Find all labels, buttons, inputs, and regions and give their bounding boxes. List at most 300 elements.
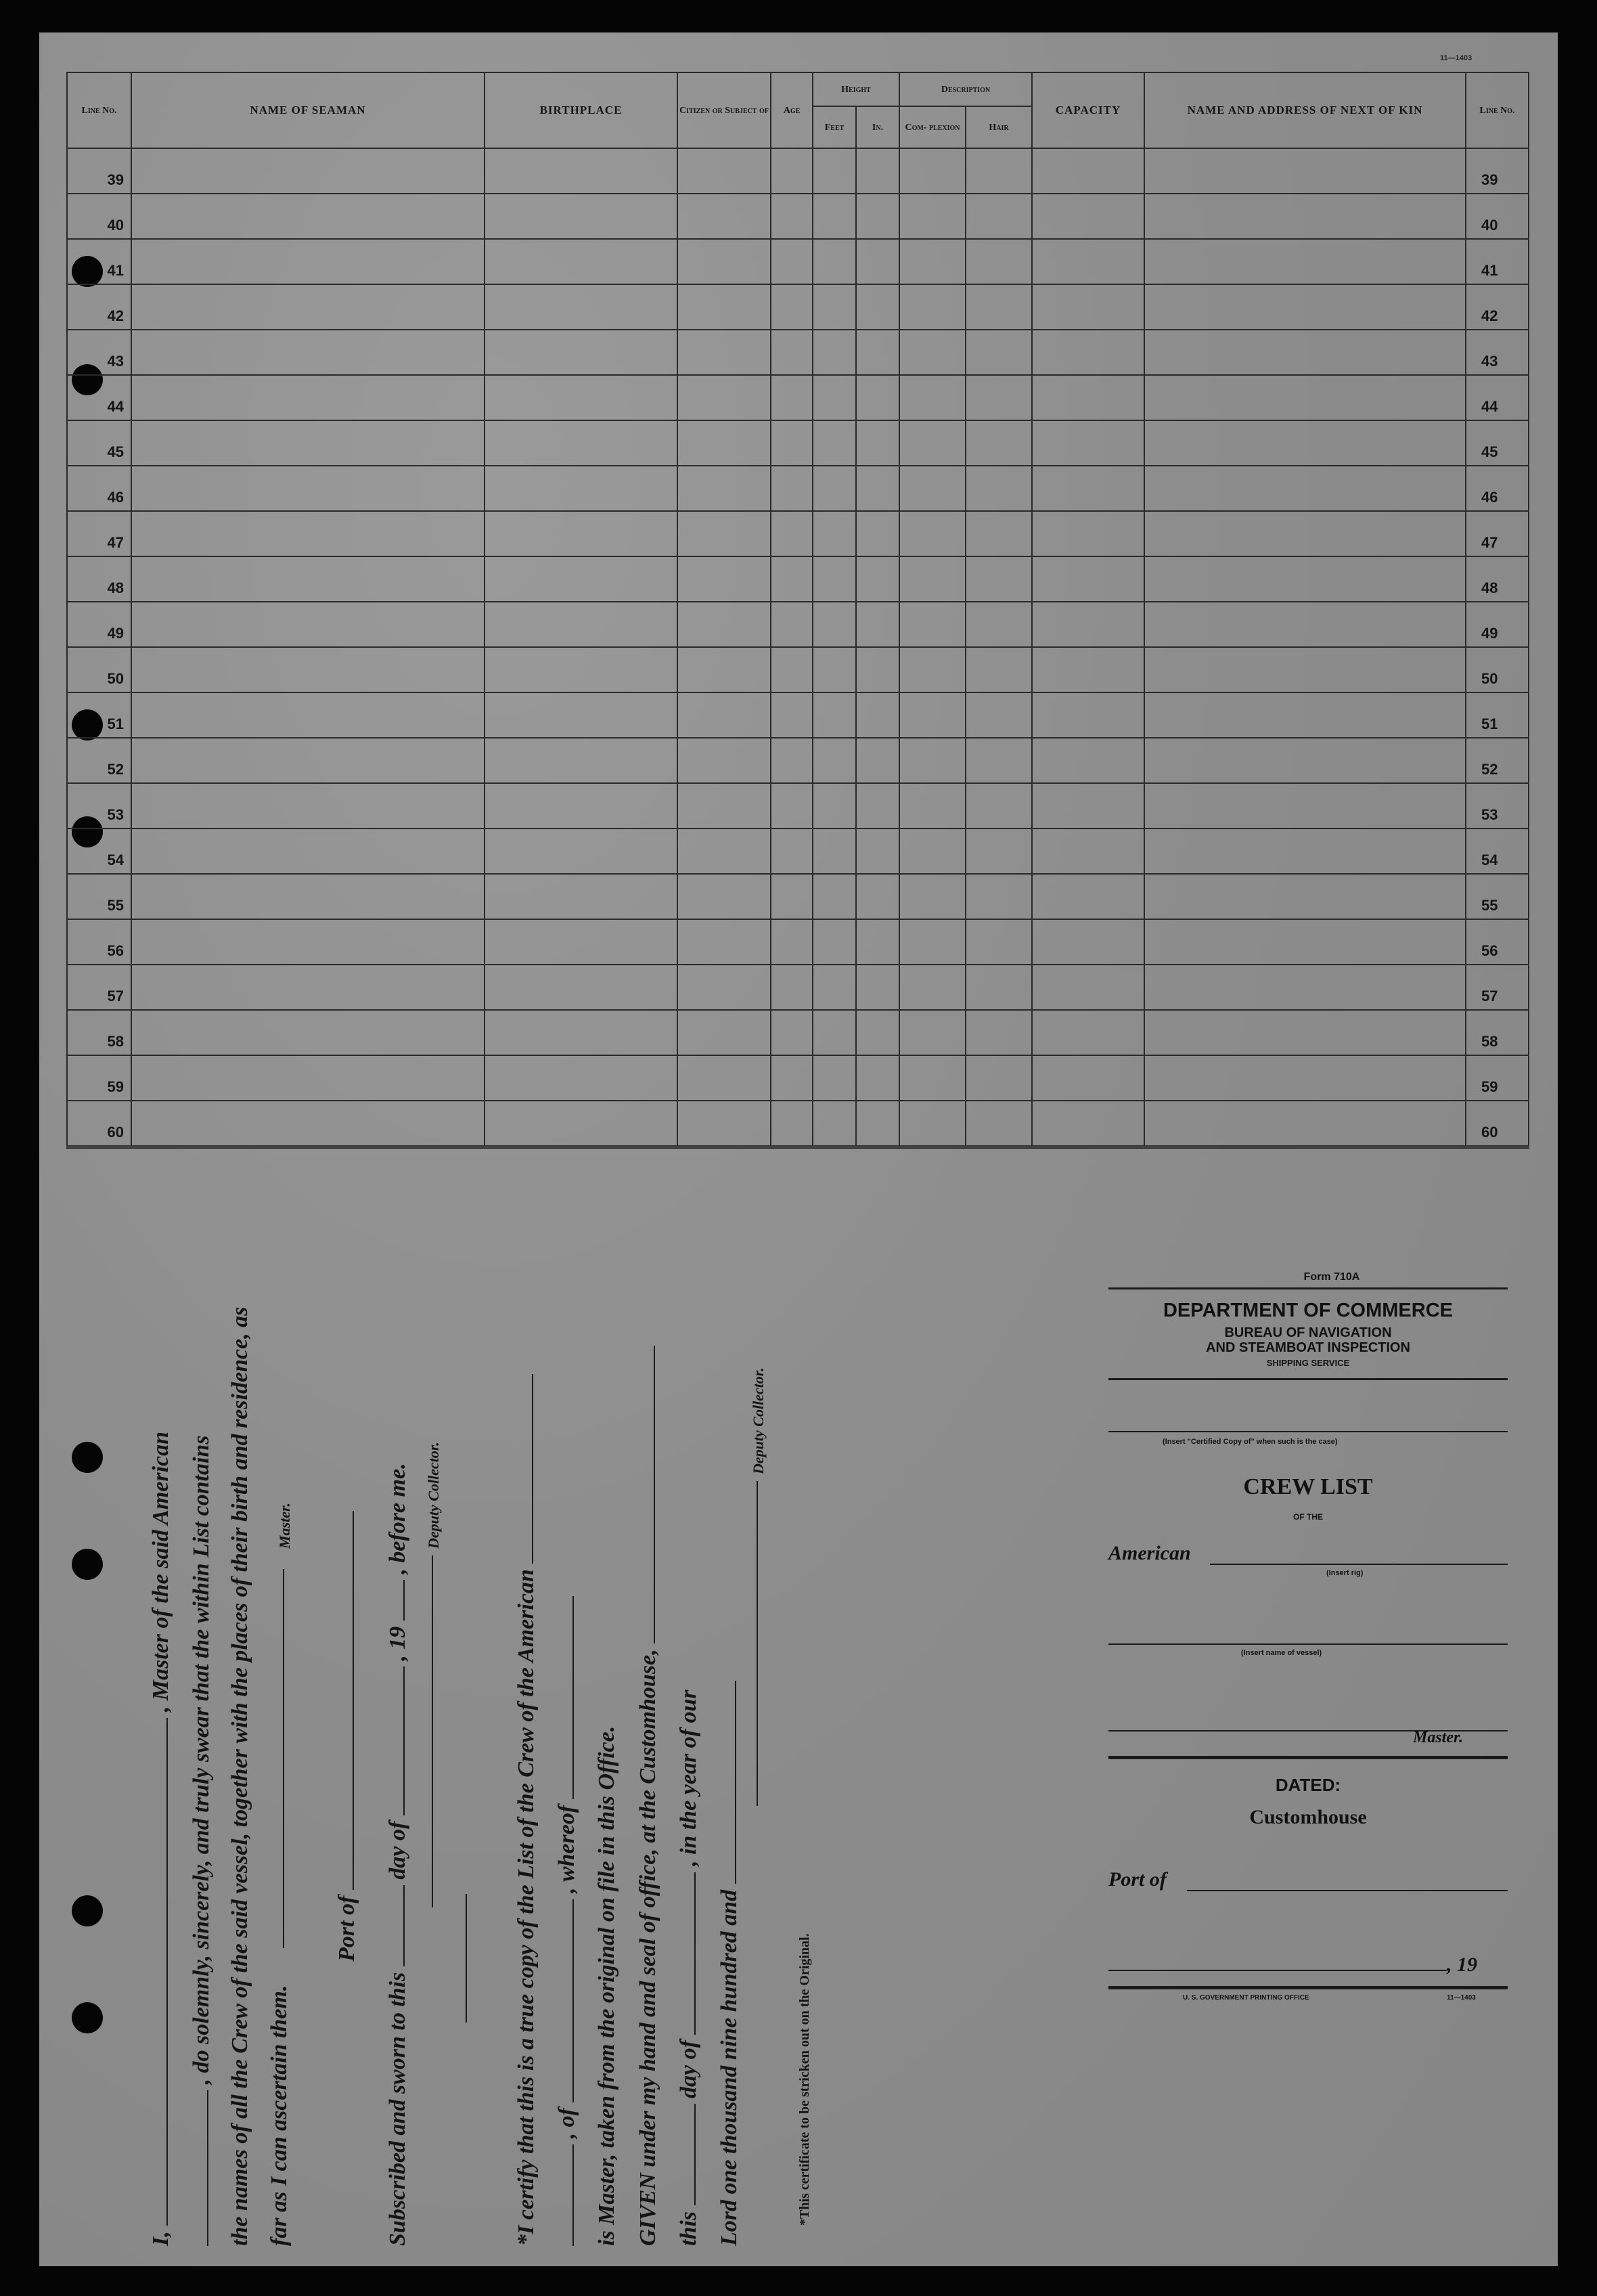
- cell-complexion[interactable]: [899, 919, 966, 965]
- cell-next-of-kin[interactable]: [1144, 148, 1466, 194]
- cell-name[interactable]: [131, 602, 485, 647]
- cell-feet[interactable]: [813, 375, 856, 420]
- cell-citizen[interactable]: [677, 330, 771, 375]
- cell-inches[interactable]: [856, 874, 899, 919]
- cell-inches[interactable]: [856, 783, 899, 829]
- cell-hair[interactable]: [966, 239, 1032, 284]
- cell-birthplace[interactable]: [485, 330, 677, 375]
- certify-master-field[interactable]: [554, 1596, 574, 1799]
- cell-capacity[interactable]: [1032, 738, 1144, 783]
- cell-age[interactable]: [771, 330, 813, 375]
- cell-age[interactable]: [771, 148, 813, 194]
- cell-next-of-kin[interactable]: [1144, 602, 1466, 647]
- crew-row: [67, 375, 1529, 420]
- cell-age[interactable]: [771, 647, 813, 692]
- cell-citizen[interactable]: [677, 738, 771, 783]
- cell-birthplace[interactable]: [485, 1101, 677, 1147]
- cell-feet[interactable]: [813, 874, 856, 919]
- cell-feet[interactable]: [813, 148, 856, 194]
- cell-complexion[interactable]: [899, 783, 966, 829]
- bureau-line-1: BUREAU OF NAVIGATION: [1224, 1325, 1392, 1340]
- cell-name[interactable]: [131, 375, 485, 420]
- line-number-right: 60: [1466, 1101, 1529, 1147]
- cell-feet[interactable]: [813, 738, 856, 783]
- cell-feet[interactable]: [813, 783, 856, 829]
- cell-inches[interactable]: [856, 420, 899, 466]
- cell-complexion[interactable]: [899, 692, 966, 738]
- cell-capacity[interactable]: [1032, 511, 1144, 556]
- cell-feet[interactable]: [813, 829, 856, 874]
- cell-feet[interactable]: [813, 965, 856, 1010]
- line-number-left: 56: [67, 919, 131, 965]
- cell-next-of-kin[interactable]: [1144, 829, 1466, 874]
- cell-name[interactable]: [131, 330, 485, 375]
- cell-hair[interactable]: [966, 874, 1032, 919]
- cell-birthplace[interactable]: [485, 692, 677, 738]
- certificate-footnote: *This certificate to be stricken out on the Original.: [797, 1933, 812, 2226]
- crew-row: [67, 420, 1529, 466]
- given-day-field[interactable]: [675, 2104, 696, 2205]
- line-number-left: 58: [67, 1010, 131, 1055]
- cell-feet[interactable]: [813, 919, 856, 965]
- cell-citizen[interactable]: [677, 1101, 771, 1147]
- cell-feet[interactable]: [813, 1010, 856, 1055]
- cell-capacity[interactable]: [1032, 692, 1144, 738]
- whereof-text: , whereof: [554, 1805, 579, 1894]
- subscribed-year-field[interactable]: [384, 1580, 405, 1620]
- cell-next-of-kin[interactable]: [1144, 239, 1466, 284]
- cell-citizen[interactable]: [677, 511, 771, 556]
- cell-birthplace[interactable]: [485, 1010, 677, 1055]
- cell-citizen[interactable]: [677, 692, 771, 738]
- cell-capacity[interactable]: [1032, 919, 1144, 965]
- cell-next-of-kin[interactable]: [1144, 194, 1466, 239]
- cell-inches[interactable]: [856, 692, 899, 738]
- cell-citizen[interactable]: [677, 284, 771, 330]
- cell-feet[interactable]: [813, 692, 856, 738]
- cell-inches[interactable]: [856, 239, 899, 284]
- cell-inches[interactable]: [856, 1055, 899, 1101]
- cell-citizen[interactable]: [677, 829, 771, 874]
- crew-row: [67, 692, 1529, 738]
- crew-row: [67, 466, 1529, 511]
- cell-feet[interactable]: [813, 420, 856, 466]
- cell-birthplace[interactable]: [485, 919, 677, 965]
- customhouse-label: Customhouse: [1249, 1806, 1367, 1828]
- before-me-text: , before me.: [385, 1463, 410, 1574]
- cell-name[interactable]: [131, 466, 485, 511]
- port-of-field[interactable]: [334, 1511, 354, 1890]
- cell-complexion[interactable]: [899, 284, 966, 330]
- cell-next-of-kin[interactable]: [1144, 647, 1466, 692]
- cell-hair[interactable]: [966, 692, 1032, 738]
- header-line-no-right: Line No.: [1466, 72, 1529, 148]
- oath-section: [107, 1210, 1135, 2246]
- cell-name[interactable]: [131, 556, 485, 602]
- cell-inches[interactable]: [856, 829, 899, 874]
- cell-age[interactable]: [771, 919, 813, 965]
- cell-complexion[interactable]: [899, 375, 966, 420]
- cell-birthplace[interactable]: [485, 647, 677, 692]
- cell-next-of-kin[interactable]: [1144, 783, 1466, 829]
- cell-name[interactable]: [131, 692, 485, 738]
- cell-hair[interactable]: [966, 919, 1032, 965]
- cell-name[interactable]: [131, 829, 485, 874]
- form-number-bottom: 11—1403: [1447, 1994, 1476, 2002]
- cell-name[interactable]: [131, 1010, 485, 1055]
- cell-age[interactable]: [771, 1101, 813, 1147]
- certify-of-field-1[interactable]: [554, 2144, 574, 2246]
- oath-line1-text: , Master of the said American: [148, 1431, 173, 1713]
- cell-capacity[interactable]: [1032, 194, 1144, 239]
- cell-name[interactable]: [131, 874, 485, 919]
- oath-line-4: far as I can ascertain them.: [267, 1985, 292, 2246]
- cell-capacity[interactable]: [1032, 420, 1144, 466]
- cell-feet[interactable]: [813, 511, 856, 556]
- cell-capacity[interactable]: [1032, 375, 1144, 420]
- cell-next-of-kin[interactable]: [1144, 919, 1466, 965]
- cell-hair[interactable]: [966, 375, 1032, 420]
- cover-rule-1: [1108, 1287, 1508, 1289]
- date-field-cover[interactable]: [1108, 1970, 1447, 1971]
- cell-hair[interactable]: [966, 330, 1032, 375]
- cell-birthplace[interactable]: [485, 556, 677, 602]
- cell-complexion[interactable]: [899, 511, 966, 556]
- line-number-left: 40: [67, 194, 131, 239]
- cell-feet[interactable]: [813, 556, 856, 602]
- cover-rule-3: [1108, 1756, 1508, 1759]
- cell-hair[interactable]: [966, 148, 1032, 194]
- given-month-field[interactable]: [675, 1872, 696, 2035]
- cell-hair[interactable]: [966, 1055, 1032, 1101]
- cell-age[interactable]: [771, 556, 813, 602]
- certify-of-field-2[interactable]: [554, 1899, 574, 2102]
- deputy-collector-label-1: Deputy Collector.: [425, 1442, 442, 1549]
- cell-birthplace[interactable]: [485, 511, 677, 556]
- cell-birthplace[interactable]: [485, 965, 677, 1010]
- master-label: Master.: [276, 1503, 293, 1549]
- cell-birthplace[interactable]: [485, 829, 677, 874]
- cell-birthplace[interactable]: [485, 466, 677, 511]
- certified-copy-field[interactable]: [1108, 1431, 1508, 1432]
- is-master-line: is Master, taken from the original on file in this Office.: [594, 1725, 619, 2246]
- cell-citizen[interactable]: [677, 239, 771, 284]
- cell-age[interactable]: [771, 602, 813, 647]
- port-field-cover[interactable]: [1187, 1890, 1508, 1891]
- cell-citizen[interactable]: [677, 556, 771, 602]
- cell-inches[interactable]: [856, 647, 899, 692]
- header-name-of-seaman: NAME OF SEAMAN: [131, 72, 485, 148]
- cell-next-of-kin[interactable]: [1144, 1101, 1466, 1147]
- cell-name[interactable]: [131, 783, 485, 829]
- crew-row: [67, 738, 1529, 783]
- cell-citizen[interactable]: [677, 466, 771, 511]
- cell-hair[interactable]: [966, 965, 1032, 1010]
- cell-capacity[interactable]: [1032, 1010, 1144, 1055]
- deputy-signature-line-2[interactable]: [757, 1481, 758, 1806]
- cell-age[interactable]: [771, 829, 813, 874]
- line-number-right: 49: [1466, 602, 1529, 647]
- cell-next-of-kin[interactable]: [1144, 965, 1466, 1010]
- cell-capacity[interactable]: [1032, 965, 1144, 1010]
- cell-citizen[interactable]: [677, 420, 771, 466]
- crew-row: [67, 556, 1529, 602]
- cell-next-of-kin[interactable]: [1144, 556, 1466, 602]
- cell-inches[interactable]: [856, 375, 899, 420]
- cell-complexion[interactable]: [899, 420, 966, 466]
- cell-complexion[interactable]: [899, 602, 966, 647]
- cell-name[interactable]: [131, 511, 485, 556]
- cell-complexion[interactable]: [899, 1010, 966, 1055]
- cell-citizen[interactable]: [677, 647, 771, 692]
- cell-capacity[interactable]: [1032, 874, 1144, 919]
- cell-inches[interactable]: [856, 148, 899, 194]
- cell-feet[interactable]: [813, 1101, 856, 1147]
- cell-inches[interactable]: [856, 1101, 899, 1147]
- cell-next-of-kin[interactable]: [1144, 692, 1466, 738]
- cell-next-of-kin[interactable]: [1144, 511, 1466, 556]
- cell-next-of-kin[interactable]: [1144, 1055, 1466, 1101]
- vessel-name-field[interactable]: [188, 2090, 208, 2246]
- cell-next-of-kin[interactable]: [1144, 874, 1466, 919]
- cell-name[interactable]: [131, 420, 485, 466]
- cell-inches[interactable]: [856, 284, 899, 330]
- cell-hair[interactable]: [966, 511, 1032, 556]
- cell-capacity[interactable]: [1032, 556, 1144, 602]
- cell-feet[interactable]: [813, 602, 856, 647]
- cell-birthplace[interactable]: [485, 148, 677, 194]
- line-number-left: 41: [67, 239, 131, 284]
- cell-citizen[interactable]: [677, 965, 771, 1010]
- customhouse-field[interactable]: [635, 1346, 655, 1643]
- cell-name[interactable]: [131, 148, 485, 194]
- cell-name[interactable]: [131, 647, 485, 692]
- cell-name[interactable]: [131, 1055, 485, 1101]
- cell-hair[interactable]: [966, 420, 1032, 466]
- cell-capacity[interactable]: [1032, 148, 1144, 194]
- cell-hair[interactable]: [966, 647, 1032, 692]
- crew-row: [67, 829, 1529, 874]
- cell-next-of-kin[interactable]: [1144, 330, 1466, 375]
- header-feet: Feet: [813, 106, 856, 148]
- line-number-left: 49: [67, 602, 131, 647]
- cell-age[interactable]: [771, 965, 813, 1010]
- cell-name[interactable]: [131, 194, 485, 239]
- american-label: American: [1108, 1542, 1191, 1564]
- cell-feet[interactable]: [813, 647, 856, 692]
- cell-age[interactable]: [771, 375, 813, 420]
- cell-complexion[interactable]: [899, 148, 966, 194]
- cell-hair[interactable]: [966, 284, 1032, 330]
- line-number-left: 45: [67, 420, 131, 466]
- cell-citizen[interactable]: [677, 1055, 771, 1101]
- cell-feet[interactable]: [813, 239, 856, 284]
- insert-certified-note: (Insert "Certified Copy of" when such is the case): [1163, 1438, 1338, 1446]
- cell-birthplace[interactable]: [485, 194, 677, 239]
- cell-hair[interactable]: [966, 829, 1032, 874]
- cell-age[interactable]: [771, 1010, 813, 1055]
- cell-capacity[interactable]: [1032, 1055, 1144, 1101]
- cell-birthplace[interactable]: [485, 783, 677, 829]
- cell-complexion[interactable]: [899, 874, 966, 919]
- cell-age[interactable]: [771, 692, 813, 738]
- cell-complexion[interactable]: [899, 738, 966, 783]
- cell-complexion[interactable]: [899, 330, 966, 375]
- cell-birthplace[interactable]: [485, 239, 677, 284]
- cell-next-of-kin[interactable]: [1144, 420, 1466, 466]
- cell-complexion[interactable]: [899, 1101, 966, 1147]
- master-signature-line[interactable]: [283, 1569, 284, 1948]
- cell-hair[interactable]: [966, 194, 1032, 239]
- header-inches: In.: [856, 106, 899, 148]
- cell-hair[interactable]: [966, 556, 1032, 602]
- cell-complexion[interactable]: [899, 239, 966, 284]
- cell-inches[interactable]: [856, 556, 899, 602]
- cell-next-of-kin[interactable]: [1144, 1010, 1466, 1055]
- oath-line-3: the names of all the Crew of the said vessel, together with the places of their birth and residence, as: [227, 1306, 252, 2246]
- cell-birthplace[interactable]: [485, 420, 677, 466]
- cell-name[interactable]: [131, 284, 485, 330]
- cell-citizen[interactable]: [677, 783, 771, 829]
- given-year-field[interactable]: [716, 1681, 736, 1884]
- cell-hair[interactable]: [966, 466, 1032, 511]
- cell-feet[interactable]: [813, 284, 856, 330]
- cell-capacity[interactable]: [1032, 284, 1144, 330]
- cell-capacity[interactable]: [1032, 239, 1144, 284]
- crew-row: [67, 874, 1529, 919]
- cell-next-of-kin[interactable]: [1144, 284, 1466, 330]
- subscribed-day-field[interactable]: [384, 1885, 405, 1966]
- cell-age[interactable]: [771, 284, 813, 330]
- cell-capacity[interactable]: [1032, 602, 1144, 647]
- cell-capacity[interactable]: [1032, 647, 1144, 692]
- cell-age[interactable]: [771, 783, 813, 829]
- cell-citizen[interactable]: [677, 194, 771, 239]
- cell-age[interactable]: [771, 420, 813, 466]
- oath-line-1: [148, 1432, 174, 2246]
- of-the-label: OF THE: [1293, 1512, 1323, 1522]
- form-number-top: 11—1403: [1440, 54, 1472, 62]
- cell-capacity[interactable]: [1032, 783, 1144, 829]
- cell-hair[interactable]: [966, 602, 1032, 647]
- cell-next-of-kin[interactable]: [1144, 738, 1466, 783]
- cell-hair[interactable]: [966, 1010, 1032, 1055]
- cell-feet[interactable]: [813, 330, 856, 375]
- dated-label: DATED:: [1275, 1775, 1341, 1795]
- cell-feet[interactable]: [813, 194, 856, 239]
- cell-inches[interactable]: [856, 511, 899, 556]
- cell-age[interactable]: [771, 738, 813, 783]
- cell-next-of-kin[interactable]: [1144, 466, 1466, 511]
- cell-inches[interactable]: [856, 1010, 899, 1055]
- crew-row: [67, 1010, 1529, 1055]
- lord-line: [716, 1681, 742, 2246]
- crew-table: [66, 72, 1529, 1149]
- cell-inches[interactable]: [856, 738, 899, 783]
- this-day-line: [675, 1690, 702, 2246]
- cell-feet[interactable]: [813, 1055, 856, 1101]
- cell-age[interactable]: [771, 511, 813, 556]
- cell-birthplace[interactable]: [485, 375, 677, 420]
- cell-inches[interactable]: [856, 466, 899, 511]
- header-height: Height: [813, 72, 899, 106]
- cell-complexion[interactable]: [899, 965, 966, 1010]
- cell-capacity[interactable]: [1032, 829, 1144, 874]
- subscribed-month-field[interactable]: [384, 1666, 405, 1815]
- cell-hair[interactable]: [966, 1101, 1032, 1147]
- cell-inches[interactable]: [856, 602, 899, 647]
- line-number-right: 45: [1466, 420, 1529, 466]
- given-line: [635, 1346, 661, 2246]
- cell-birthplace[interactable]: [485, 874, 677, 919]
- cell-inches[interactable]: [856, 965, 899, 1010]
- cell-citizen[interactable]: [677, 148, 771, 194]
- cell-inches[interactable]: [856, 330, 899, 375]
- cell-inches[interactable]: [856, 919, 899, 965]
- cell-name[interactable]: [131, 919, 485, 965]
- punch-hole: [72, 2002, 103, 2033]
- rig-field[interactable]: [1210, 1564, 1508, 1565]
- line-number-right: 42: [1466, 284, 1529, 330]
- cell-inches[interactable]: [856, 194, 899, 239]
- cell-age[interactable]: [771, 874, 813, 919]
- header-hair: Hair: [966, 106, 1032, 148]
- cell-citizen[interactable]: [677, 375, 771, 420]
- cell-name[interactable]: [131, 239, 485, 284]
- cell-capacity[interactable]: [1032, 1101, 1144, 1147]
- cell-citizen[interactable]: [677, 919, 771, 965]
- cell-age[interactable]: [771, 194, 813, 239]
- cell-complexion[interactable]: [899, 194, 966, 239]
- cell-complexion[interactable]: [899, 829, 966, 874]
- vessel-field[interactable]: [1108, 1643, 1508, 1645]
- cell-next-of-kin[interactable]: [1144, 375, 1466, 420]
- cell-complexion[interactable]: [899, 556, 966, 602]
- cell-feet[interactable]: [813, 466, 856, 511]
- cell-birthplace[interactable]: [485, 738, 677, 783]
- certify-vessel-field[interactable]: [513, 1374, 533, 1564]
- cell-citizen[interactable]: [677, 874, 771, 919]
- cell-name[interactable]: [131, 738, 485, 783]
- cell-capacity[interactable]: [1032, 330, 1144, 375]
- line-number-right: 48: [1466, 556, 1529, 602]
- cell-hair[interactable]: [966, 783, 1032, 829]
- cell-age[interactable]: [771, 1055, 813, 1101]
- header-complexion: Com- plexion: [899, 106, 966, 148]
- cell-complexion[interactable]: [899, 466, 966, 511]
- header-description: Description: [899, 72, 1032, 106]
- cell-birthplace[interactable]: [485, 602, 677, 647]
- cell-birthplace[interactable]: [485, 284, 677, 330]
- cell-complexion[interactable]: [899, 1055, 966, 1101]
- cell-name[interactable]: [131, 1101, 485, 1147]
- cell-citizen[interactable]: [677, 602, 771, 647]
- cell-birthplace[interactable]: [485, 1055, 677, 1101]
- master-name-field[interactable]: [148, 1718, 168, 2226]
- line-number-right: 59: [1466, 1055, 1529, 1101]
- cell-age[interactable]: [771, 239, 813, 284]
- day-of-text: day of: [385, 1821, 410, 1880]
- cell-hair[interactable]: [966, 738, 1032, 783]
- cell-citizen[interactable]: [677, 1010, 771, 1055]
- cell-age[interactable]: [771, 466, 813, 511]
- cell-complexion[interactable]: [899, 647, 966, 692]
- crew-list-title: CREW LIST: [1243, 1474, 1373, 1499]
- cell-name[interactable]: [131, 965, 485, 1010]
- deputy-signature-line-1[interactable]: [432, 1555, 433, 1907]
- cell-capacity[interactable]: [1032, 466, 1144, 511]
- certify-line: [513, 1374, 539, 2246]
